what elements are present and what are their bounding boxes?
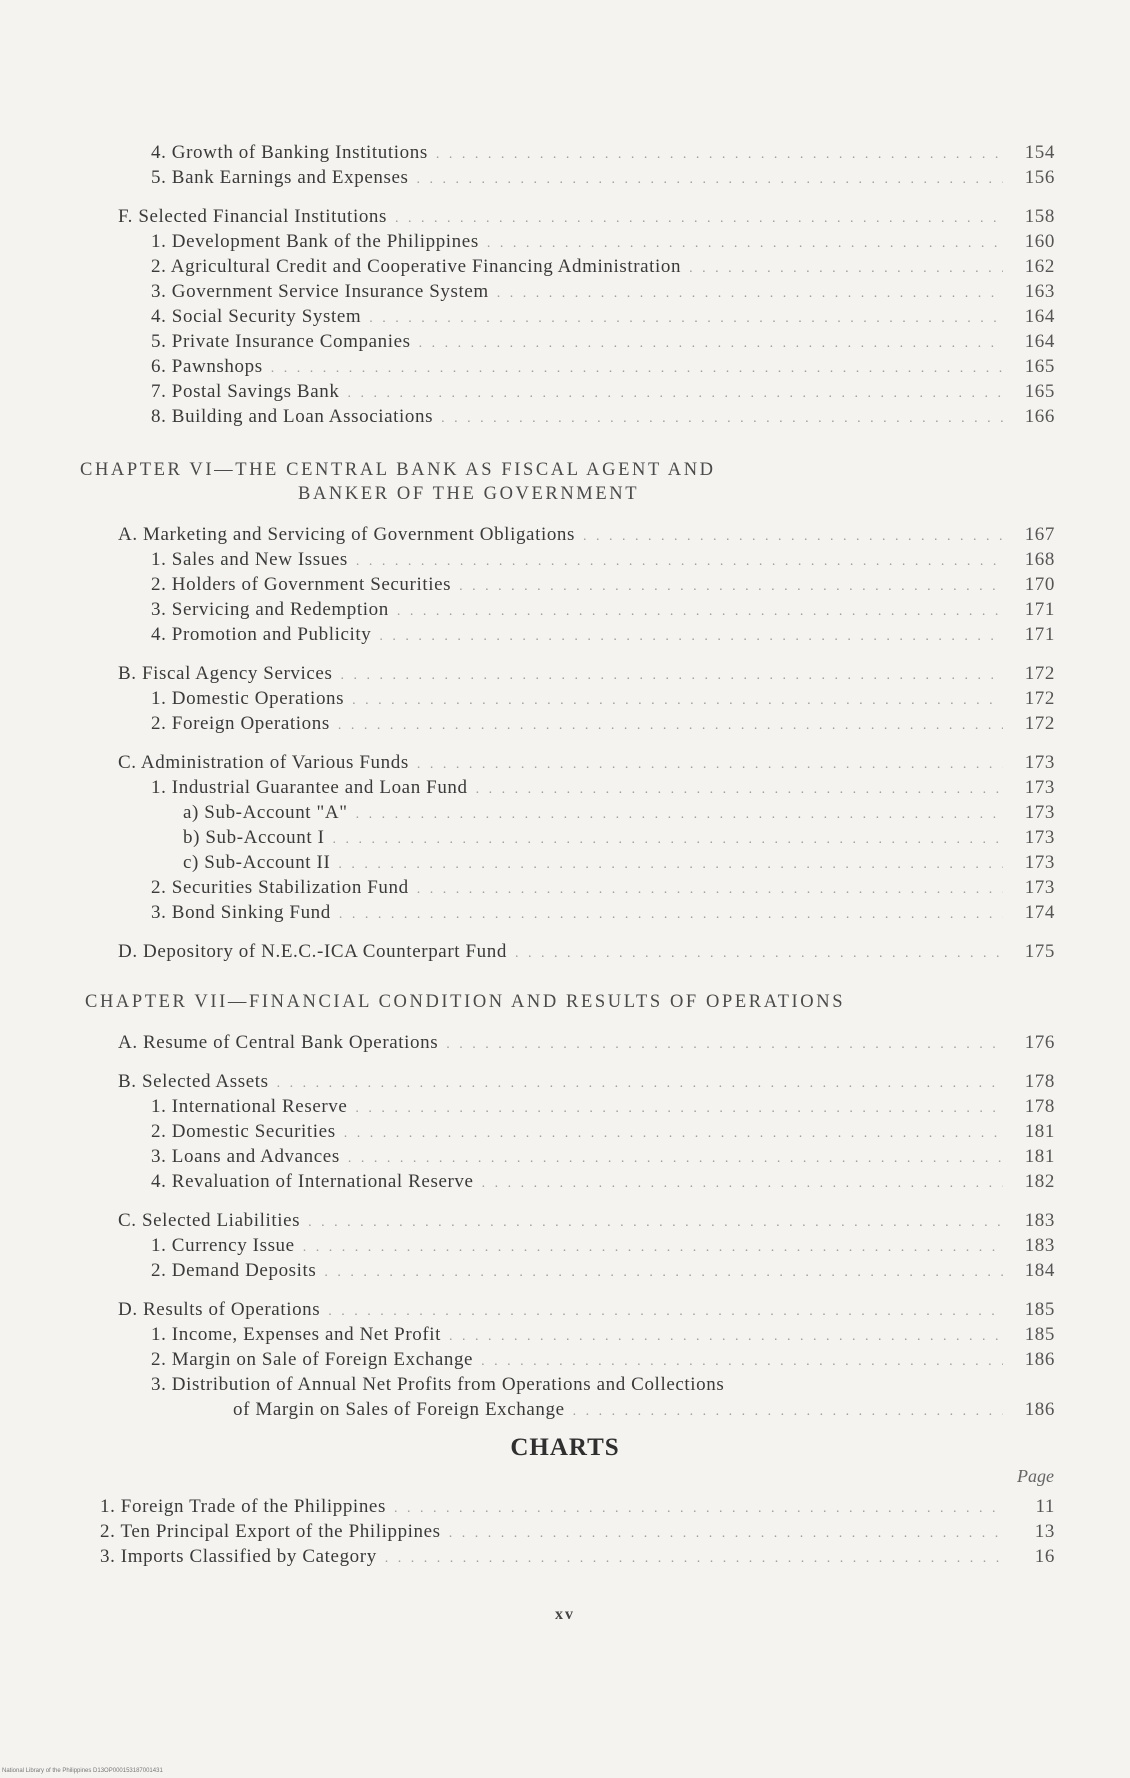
toc-entry-label: 1. Industrial Guarantee and Loan Fund xyxy=(151,777,468,798)
section-gap xyxy=(0,190,1130,204)
toc-entry-label: 3. Government Service Insurance System xyxy=(151,281,489,302)
dot-leader xyxy=(348,1146,1003,1171)
dot-leader xyxy=(417,167,1004,192)
toc-entry-page-number: 172 xyxy=(1024,688,1055,709)
dot-leader xyxy=(446,1032,1003,1057)
toc-entry[interactable] xyxy=(0,1208,1055,1233)
section-gap xyxy=(0,1283,1130,1297)
toc-entry-label: 3. Bond Sinking Fund xyxy=(151,902,331,923)
toc-chapter-7-block xyxy=(0,1030,1130,1422)
toc-entry-label: 5. Private Insurance Companies xyxy=(151,331,411,352)
toc-entry-page-number: 164 xyxy=(1024,331,1055,352)
toc-entry-label: C. Selected Liabilities xyxy=(118,1210,301,1231)
chart-entry-page-number: 16 xyxy=(1034,1546,1055,1567)
toc-entry-label: 2. Securities Stabilization Fund xyxy=(151,877,409,898)
toc-entry[interactable] xyxy=(0,750,1055,775)
toc-entry-label: D. Depository of N.E.C.-ICA Counterpart Fund xyxy=(118,941,507,962)
toc-entry[interactable] xyxy=(0,661,1055,686)
toc-entry-page-number: 170 xyxy=(1024,574,1055,595)
dot-leader xyxy=(449,1324,1003,1349)
toc-entry-page-number: 174 xyxy=(1024,902,1055,923)
library-footer: National Library of the Philippines D13OP000153187001431 xyxy=(2,1768,163,1774)
toc-entry[interactable] xyxy=(0,1144,1055,1169)
dot-leader xyxy=(308,1210,1003,1235)
toc-entry[interactable] xyxy=(0,204,1055,229)
toc-entry[interactable] xyxy=(0,547,1055,572)
toc-entry-label: 4. Revaluation of International Reserve xyxy=(151,1171,474,1192)
chart-list-entry[interactable] xyxy=(0,1544,1055,1569)
toc-entry-label: 4. Promotion and Publicity xyxy=(151,624,372,645)
toc-entry[interactable] xyxy=(0,939,1055,964)
toc-entry-label: of Margin on Sales of Foreign Exchange xyxy=(233,1399,565,1420)
page-column-header: Page xyxy=(1017,1466,1054,1486)
dot-leader xyxy=(338,713,1003,738)
dot-leader xyxy=(417,752,1003,777)
chapter-6-heading-line-2: BANKER OF THE GOVERNMENT xyxy=(298,484,640,504)
toc-entry[interactable] xyxy=(0,522,1055,547)
charts-list xyxy=(0,1494,1130,1569)
dot-leader xyxy=(487,231,1003,256)
section-gap xyxy=(0,1194,1130,1208)
toc-entry[interactable] xyxy=(0,254,1055,279)
dot-leader xyxy=(573,1399,1003,1424)
toc-entry[interactable] xyxy=(0,1069,1055,1094)
toc-entry-page-number: 154 xyxy=(1024,142,1055,163)
toc-entry-label: 8. Building and Loan Associations xyxy=(151,406,434,427)
dot-leader xyxy=(340,663,1003,688)
dot-leader xyxy=(583,524,1003,549)
toc-entry-label: 2. Foreign Operations xyxy=(151,713,330,734)
toc-entry-page-number: 164 xyxy=(1024,306,1055,327)
dot-leader xyxy=(476,777,1003,802)
toc-entry-page-number: 158 xyxy=(1024,206,1055,227)
toc-entry-label: 1. International Reserve xyxy=(151,1096,348,1117)
chart-entry-label: 3. Imports Classified by Category xyxy=(100,1546,377,1567)
dot-leader xyxy=(515,941,1003,966)
toc-entry-page-number: 186 xyxy=(1024,1399,1055,1420)
dot-leader xyxy=(277,1071,1003,1096)
dot-leader xyxy=(449,1521,1003,1546)
toc-entry-label: A. Resume of Central Bank Operations xyxy=(118,1032,439,1053)
toc-entry-label: B. Selected Assets xyxy=(118,1071,269,1092)
chapter-6-heading-line-1: CHAPTER VI—THE CENTRAL BANK AS FISCAL AGENT AND xyxy=(80,460,716,480)
toc-entry-page-number: 172 xyxy=(1024,663,1055,684)
toc-entry-page-number: 167 xyxy=(1024,524,1055,545)
toc-entry-label: F. Selected Financial Institutions xyxy=(118,206,388,227)
toc-entry[interactable] xyxy=(0,711,1055,736)
toc-entry-page-number: 168 xyxy=(1024,549,1055,570)
dot-leader xyxy=(482,1171,1003,1196)
toc-entry-label: 3. Distribution of Annual Net Profits from Operations and Collections xyxy=(151,1374,725,1395)
toc-entry-page-number: 172 xyxy=(1024,713,1055,734)
dot-leader xyxy=(338,852,1003,877)
toc-entry[interactable] xyxy=(0,1372,1055,1397)
section-gap xyxy=(0,736,1130,750)
dot-leader xyxy=(385,1546,1003,1571)
toc-entry-page-number: 183 xyxy=(1024,1235,1055,1256)
toc-entry-label: 2. Margin on Sale of Foreign Exchange xyxy=(151,1349,474,1370)
toc-entry[interactable] xyxy=(0,1397,1055,1422)
toc-entry-label: A. Marketing and Servicing of Government Obligations xyxy=(118,524,576,545)
toc-entry-label: D. Results of Operations xyxy=(118,1299,321,1320)
toc-entry-label: 3. Servicing and Redemption xyxy=(151,599,389,620)
section-gap xyxy=(0,1055,1130,1069)
dot-leader xyxy=(394,1496,1003,1521)
dot-leader xyxy=(459,574,1003,599)
toc-entry-label: 2. Agricultural Credit and Cooperative Financing Administration xyxy=(151,256,682,277)
toc-entry[interactable] xyxy=(0,304,1055,329)
dot-leader xyxy=(328,1299,1003,1324)
toc-entry[interactable] xyxy=(0,572,1055,597)
toc-entry-label: 1. Domestic Operations xyxy=(151,688,345,709)
dot-leader xyxy=(339,902,1003,927)
chart-entry-label: 2. Ten Principal Export of the Philippines xyxy=(100,1521,441,1542)
toc-entry-label: 7. Postal Savings Bank xyxy=(151,381,340,402)
toc-entry-label: 1. Currency Issue xyxy=(151,1235,295,1256)
toc-entry-label: c) Sub-Account II xyxy=(183,852,331,873)
toc-entry-page-number: 162 xyxy=(1024,256,1055,277)
dot-leader xyxy=(436,142,1003,167)
toc-entry-label: 2. Demand Deposits xyxy=(151,1260,317,1281)
dot-leader xyxy=(271,356,1003,381)
toc-entry[interactable] xyxy=(0,354,1055,379)
toc-entry-page-number: 176 xyxy=(1024,1032,1055,1053)
toc-entry-page-number: 165 xyxy=(1024,356,1055,377)
dot-leader xyxy=(303,1235,1003,1260)
toc-entry[interactable] xyxy=(0,1347,1055,1372)
dot-leader xyxy=(689,256,1003,281)
chapter-7-heading: CHAPTER VII—FINANCIAL CONDITION AND RESULTS OF OPERATIONS xyxy=(85,992,846,1012)
toc-entry[interactable] xyxy=(0,825,1055,850)
toc-entry-label: 4. Social Security System xyxy=(151,306,362,327)
toc-entry-label: 5. Bank Earnings and Expenses xyxy=(151,167,409,188)
toc-entry[interactable] xyxy=(0,165,1055,190)
toc-entry-label: 4. Growth of Banking Institutions xyxy=(151,142,428,163)
toc-entry[interactable] xyxy=(0,329,1055,354)
toc-entry[interactable] xyxy=(0,1119,1055,1144)
toc-entry[interactable] xyxy=(0,229,1055,254)
toc-entry-page-number: 173 xyxy=(1024,777,1055,798)
toc-entry-page-number: 171 xyxy=(1024,624,1055,645)
toc-entry-page-number: 163 xyxy=(1024,281,1055,302)
toc-entry-label: b) Sub-Account I xyxy=(183,827,325,848)
chart-entry-label: 1. Foreign Trade of the Philippines xyxy=(100,1496,386,1517)
dot-leader xyxy=(481,1349,1003,1374)
toc-entry-page-number: 173 xyxy=(1024,802,1055,823)
toc-entry-page-number: 178 xyxy=(1024,1071,1055,1092)
toc-entry[interactable] xyxy=(0,140,1055,165)
toc-entry[interactable] xyxy=(0,1297,1055,1322)
toc-entry-label: 2. Holders of Government Securities xyxy=(151,574,452,595)
toc-entry-page-number: 182 xyxy=(1024,1171,1055,1192)
toc-entry[interactable] xyxy=(0,1030,1055,1055)
dot-leader xyxy=(497,281,1003,306)
section-gap xyxy=(0,925,1130,939)
dot-leader xyxy=(417,877,1003,902)
dot-leader xyxy=(395,206,1003,231)
toc-entry-page-number: 186 xyxy=(1024,1349,1055,1370)
toc-top-block xyxy=(0,140,1130,429)
toc-entry-page-number: 173 xyxy=(1024,877,1055,898)
dot-leader xyxy=(369,306,1003,331)
dot-leader xyxy=(333,827,1003,852)
toc-entry[interactable] xyxy=(0,1094,1055,1119)
toc-entry[interactable] xyxy=(0,279,1055,304)
toc-entry-page-number: 156 xyxy=(1024,167,1055,188)
toc-entry-page-number: 178 xyxy=(1024,1096,1055,1117)
toc-entry-label: 1. Income, Expenses and Net Profit xyxy=(151,1324,442,1345)
toc-entry-label: 1. Development Bank of the Philippines xyxy=(151,231,479,252)
toc-entry-page-number: 165 xyxy=(1024,381,1055,402)
toc-entry-label: 2. Domestic Securities xyxy=(151,1121,336,1142)
dot-leader xyxy=(379,624,1003,649)
toc-entry-page-number: 173 xyxy=(1024,852,1055,873)
toc-entry[interactable] xyxy=(0,1322,1055,1347)
toc-entry-label: a) Sub-Account "A" xyxy=(183,802,348,823)
toc-entry-label: B. Fiscal Agency Services xyxy=(118,663,333,684)
chart-entry-page-number: 13 xyxy=(1034,1521,1055,1542)
dot-leader xyxy=(347,381,1003,406)
dot-leader xyxy=(441,406,1003,431)
toc-entry-page-number: 185 xyxy=(1024,1299,1055,1320)
chart-list-entry[interactable] xyxy=(0,1519,1055,1544)
toc-entry[interactable] xyxy=(0,1258,1055,1283)
dot-leader xyxy=(397,599,1003,624)
toc-entry[interactable] xyxy=(0,686,1055,711)
toc-chapter-6-block xyxy=(0,522,1130,964)
toc-entry[interactable] xyxy=(0,775,1055,800)
toc-entry-label: 1. Sales and New Issues xyxy=(151,549,348,570)
chart-entry-page-number: 11 xyxy=(1035,1496,1055,1517)
toc-entry[interactable] xyxy=(0,850,1055,875)
toc-entry[interactable] xyxy=(0,900,1055,925)
toc-entry-page-number: 183 xyxy=(1024,1210,1055,1231)
toc-entry[interactable] xyxy=(0,800,1055,825)
toc-entry[interactable] xyxy=(0,622,1055,647)
chart-list-entry[interactable] xyxy=(0,1494,1055,1519)
toc-entry-page-number: 175 xyxy=(1024,941,1055,962)
dot-leader xyxy=(355,1096,1003,1121)
toc-entry-label: C. Administration of Various Funds xyxy=(118,752,409,773)
dot-leader xyxy=(324,1260,1003,1285)
dot-leader xyxy=(356,802,1003,827)
toc-entry-page-number: 184 xyxy=(1024,1260,1055,1281)
section-gap xyxy=(0,647,1130,661)
toc-entry-label: 3. Loans and Advances xyxy=(151,1146,340,1167)
toc-entry-page-number: 185 xyxy=(1024,1324,1055,1345)
toc-entry[interactable] xyxy=(0,379,1055,404)
toc-entry-label: 6. Pawnshops xyxy=(151,356,263,377)
toc-entry[interactable] xyxy=(0,597,1055,622)
toc-entry-page-number: 181 xyxy=(1024,1121,1055,1142)
toc-entry[interactable] xyxy=(0,404,1055,429)
page-folio: xv xyxy=(555,1606,575,1623)
toc-entry-page-number: 160 xyxy=(1024,231,1055,252)
dot-leader xyxy=(356,549,1003,574)
toc-entry[interactable] xyxy=(0,1169,1055,1194)
dot-leader xyxy=(419,331,1003,356)
dot-leader xyxy=(352,688,1003,713)
toc-entry-page-number: 171 xyxy=(1024,599,1055,620)
toc-entry-page-number: 173 xyxy=(1024,752,1055,773)
dot-leader xyxy=(344,1121,1003,1146)
toc-entry-page-number: 166 xyxy=(1024,406,1055,427)
toc-entry-page-number: 181 xyxy=(1024,1146,1055,1167)
toc-entry[interactable] xyxy=(0,1233,1055,1258)
charts-section-title: CHARTS xyxy=(510,1434,620,1461)
toc-entry[interactable] xyxy=(0,875,1055,900)
toc-entry-page-number: 173 xyxy=(1024,827,1055,848)
